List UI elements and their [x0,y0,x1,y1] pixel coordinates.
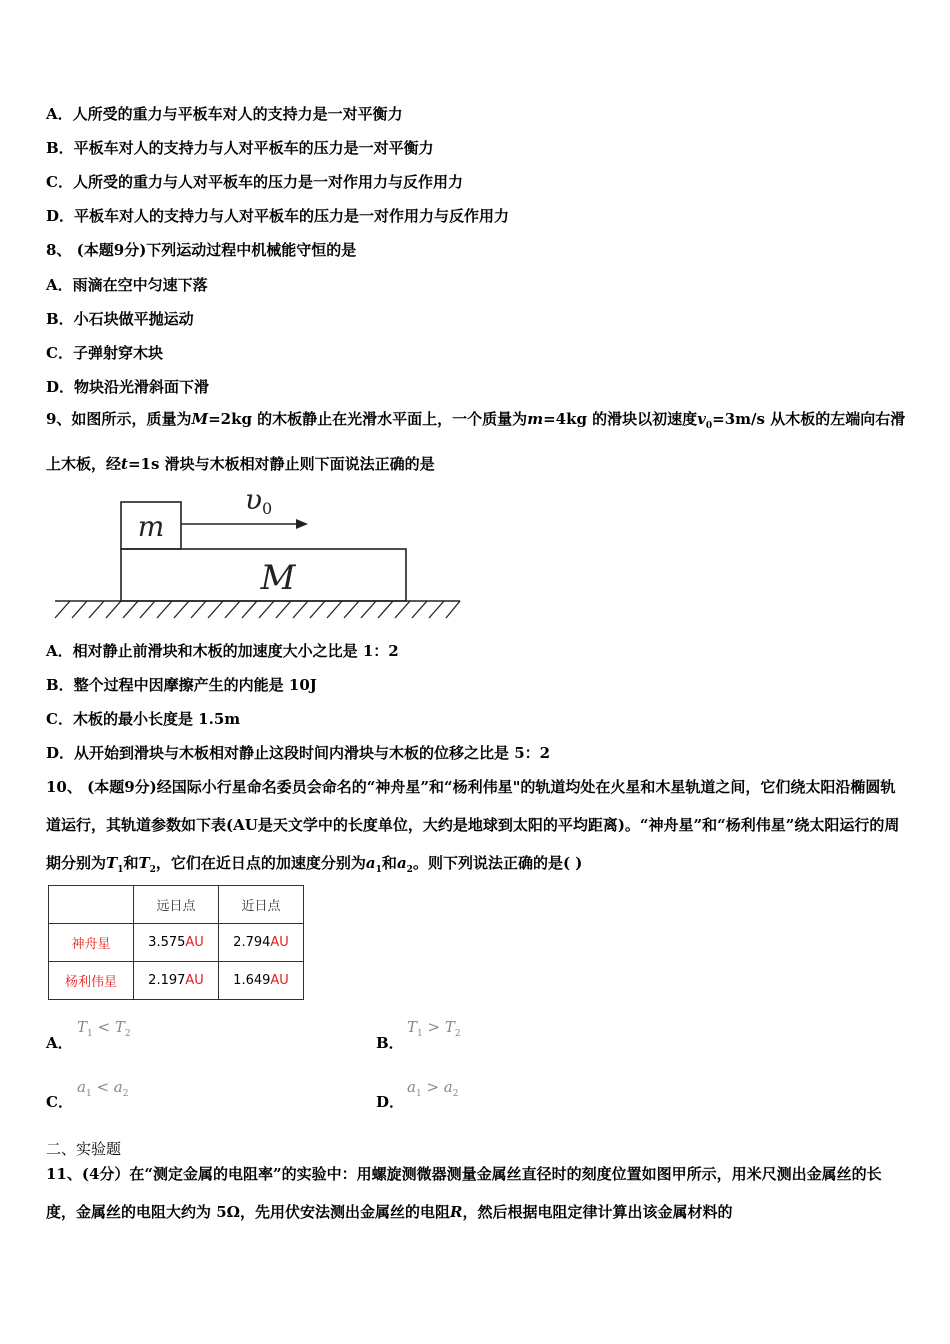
table-row [49,924,304,962]
q7-option-a: A．人所受的重力与平板车对人的支持力是一对平衡力 [46,105,403,123]
block-m-label: m [137,510,165,543]
table-cell-near: 2.794AU [219,924,304,962]
table-header-far: 远日点 [134,886,219,924]
q7-option-b: B．平板车对人的支持力与人对平板车的压力是一对平衡力 [46,139,434,157]
q10-option-d-label: D． [376,1093,405,1111]
table-cell-name: 杨利伟星 [49,962,134,1000]
q9-option-c: C．木板的最小长度是 1.5m [46,710,241,728]
q10-option-c-label: C． [46,1093,73,1111]
table-cell-near: 1.649AU [219,962,304,1000]
q7-option-d: D．平板车对人的支持力与人对平板车的压力是一对作用力与反作用力 [46,207,510,225]
q10-option-d-formula: $a_1 > a_2$ [407,1078,459,1099]
q9-stem: 9、如图所示，质量为M=2kg 的木板静止在光滑水平面上，一个质量为m=4kg 的滑块以初速度$v_0=3m/s$ 从木板的左端向右滑上木板，经t=1s 滑块与木板相对静止则下面说法正确的是 [46,410,906,473]
q8-option-d: D．物块沿光滑斜面下滑 [46,378,210,396]
table-cell-far: 3.575AU [134,924,219,962]
q10-option-b-formula: $T_1 > T_2$ [407,1018,461,1039]
q8-option-c: C．子弹射穿木块 [46,344,163,362]
q11-stem: 11、(4分）在“测定金属的电阻率”的实验中：用螺旋测微器测量金属丝直径时的刻度位置如图甲所示，用米尺测出金属丝的长度，金属丝的电阻大约为 5Ω，先用伏安法测出金属丝的电阻R，然后根据电阻定律计算出该金属材料的 [46,1165,882,1221]
velocity-label: υ0 [245,483,273,518]
table-cell-name: 神舟星 [49,924,134,962]
q10-option-b-label: B． [376,1034,404,1052]
block-board-figure [50,482,465,624]
q10-stem: 10、 (本题9分)经国际小行星命名委员会命名的“神舟星”和“杨利伟星"的轨道均处在火星和木星轨道之间，它们绕太阳沿椭圆轨道运行，其轨道参数如下表(AU是天文学中的长度单位，大约是地球到太阳的平均距离)。“神舟星”和“杨利伟星”绕太阳运行的周期分别为$T_1$和$T_2$，它们在近日点的加速度分别为$a_1$和$a_2$。则下列说法正确的是( ) [46,778,900,875]
q10-option-a-formula: $T_1 < T_2$ [77,1018,131,1039]
orbit-parameter-table [48,885,304,1000]
table-cell-far: 2.197AU [134,962,219,1000]
table-header-empty [49,886,134,924]
q7-option-c: C．人所受的重力与人对平板车的压力是一对作用力与反作用力 [46,173,463,191]
q8-option-b: B．小石块做平抛运动 [46,310,194,328]
q9-option-a: A．相对静止前滑块和木板的加速度大小之比是 1：2 [46,642,399,660]
q10-option-a-label: A． [46,1034,73,1052]
q9-option-b: B．整个过程中因摩擦产生的内能是 10J [46,676,317,694]
q10-option-c-formula: $a_1 < a_2$ [77,1078,129,1099]
ground-hatching [55,601,460,618]
q8-stem: 8、 (本题9分)下列运动过程中机械能守恒的是 [46,241,357,259]
table-row [49,962,304,1000]
table-header-row [49,886,304,924]
q8-option-a: A．雨滴在空中匀速下落 [46,276,208,294]
board-M-label: M [260,558,296,598]
section-title: 二、实验题 [46,1140,122,1158]
table-header-near: 近日点 [219,886,304,924]
q9-option-d: D．从开始到滑块与木板相对静止这段时间内滑块与木板的位移之比是 5：2 [46,744,551,762]
